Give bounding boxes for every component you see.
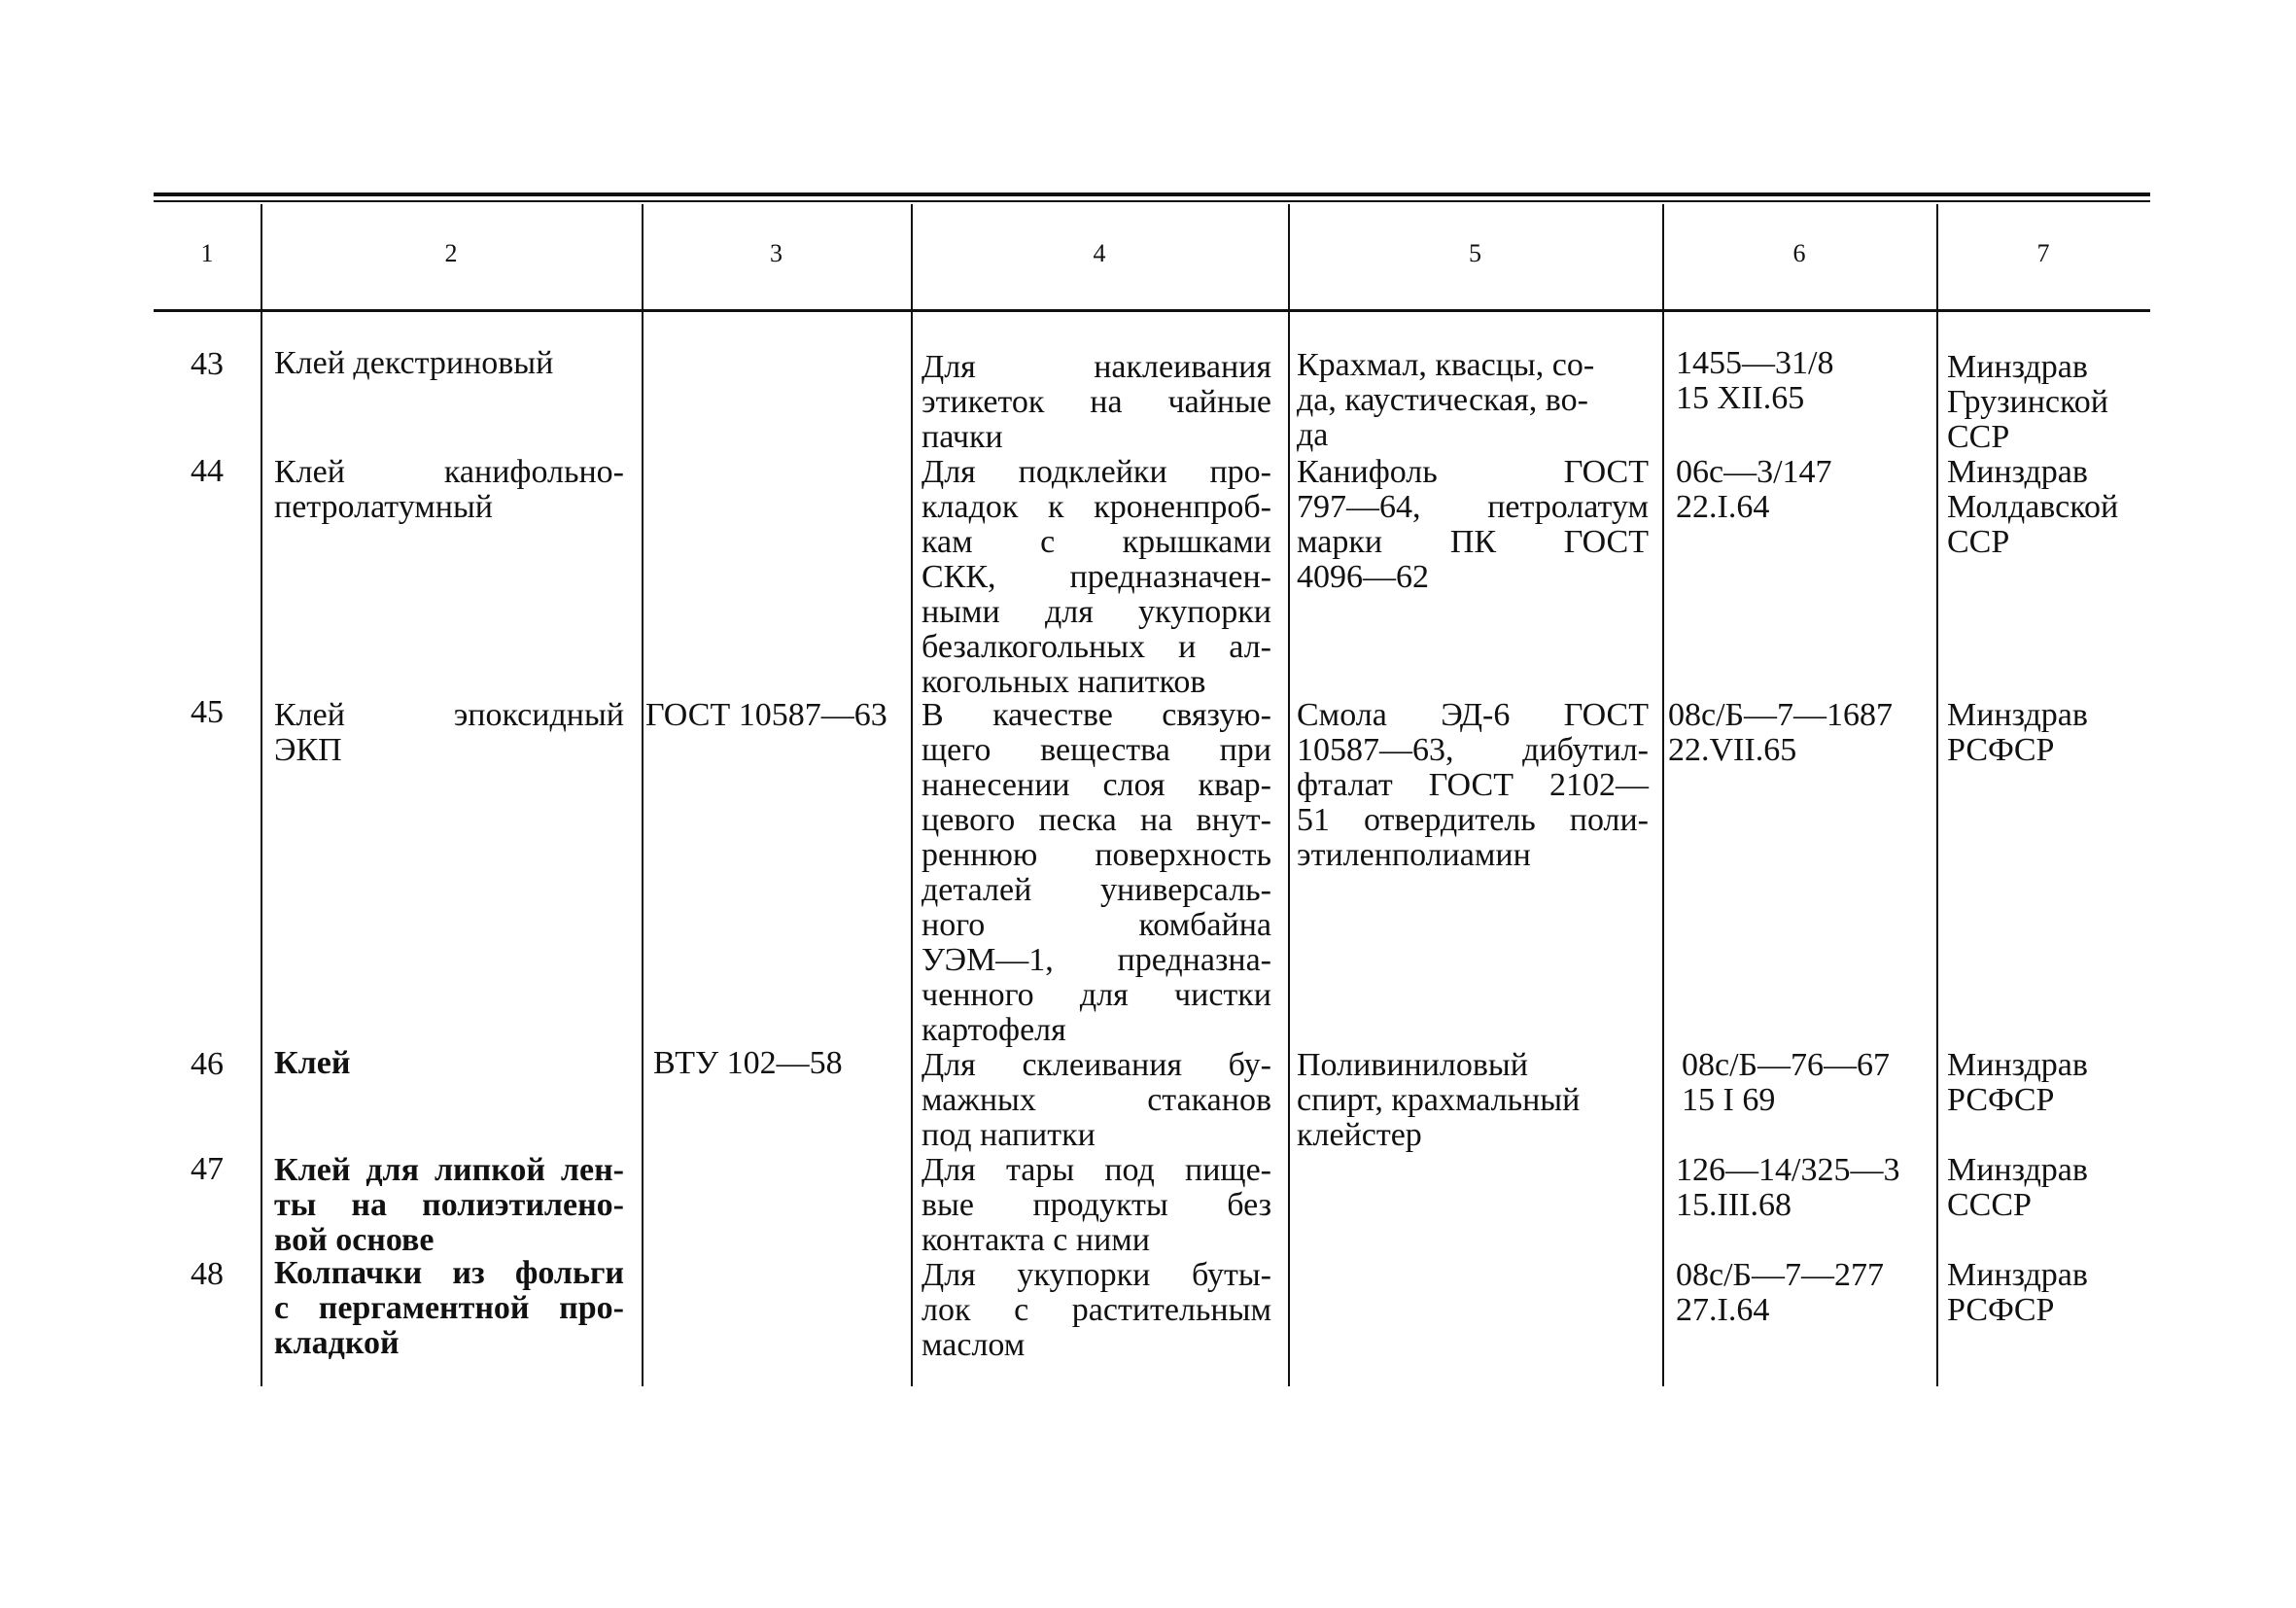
column-header-3: 3 (770, 239, 783, 267)
column-separator (642, 204, 644, 1386)
row-44-permit: 06с—3/147 22.I.64 (1676, 454, 1832, 525)
column-separator (1288, 204, 1290, 1386)
row-47-name: Клей для липкой лен- ты на полиэтилено- вой основе (274, 1152, 624, 1258)
column-separator (1936, 204, 1938, 1386)
column-separator (1662, 204, 1664, 1386)
row-48-authority: Минздрав РСФСР (1947, 1257, 2088, 1328)
row-48-name: Колпачки из фольги с пергаментной про- кладкой (274, 1255, 624, 1361)
row-44-composition: Канифоль ГОСТ 797—64, петролатум марки ПК ГОСТ 4096—62 (1297, 454, 1649, 595)
row-44-purpose: Для подклейки про- кладок к кроненпроб- кам с крышками СКК, предназначен- ными для укупорки безалкогольных и ал- когольных напитков (922, 454, 1271, 700)
row-48-purpose: Для укупорки буты- лок с растительным маслом (922, 1257, 1271, 1363)
row-47-permit: 126—14/325—3 15.III.68 (1676, 1152, 1900, 1223)
row-45-standard: ГОСТ 10587—63 (645, 697, 887, 733)
row-46-authority: Минздрав РСФСР (1947, 1047, 2088, 1118)
row-43-permit: 1455—31/8 15 XII.65 (1676, 345, 1834, 416)
row-45-authority: Минздрав РСФСР (1947, 697, 2088, 768)
column-header-7: 7 (2036, 239, 2050, 267)
row-43-composition: Крахмал, квасцы, со- да, каустическая, во- да (1297, 347, 1595, 453)
table-header-rule (154, 309, 2150, 312)
row-43-purpose: Для наклеивания этикеток на чайные пачки (922, 349, 1271, 455)
row-number-47: 47 (191, 1151, 224, 1187)
row-number-46: 46 (191, 1046, 224, 1082)
row-43-name: Клей декстриновый (274, 345, 554, 381)
column-header-4: 4 (1093, 239, 1106, 267)
row-45-permit: 08с/Б—7—1687 22.VII.65 (1668, 697, 1894, 768)
column-header-1: 1 (200, 239, 214, 267)
row-45-name: Клей эпоксидный ЭКП (274, 697, 624, 768)
row-number-43: 43 (191, 346, 224, 382)
row-number-45: 45 (191, 694, 224, 730)
row-46-standard: ВТУ 102—58 (653, 1045, 843, 1081)
table-top-rule (154, 192, 2150, 196)
row-43-authority: Минздрав Грузинской ССР (1947, 349, 2108, 455)
column-separator (911, 204, 913, 1386)
row-45-purpose: В качестве связую- щего вещества при нанесении слоя квар- цевого песка на внут- реннюю поверхность деталей универсаль- ного комбайна УЭМ—1, предназна- ченного для чистки картофеля (922, 697, 1271, 1048)
row-46-purpose: Для склеивания бу- мажных стаканов под напитки (922, 1047, 1271, 1153)
row-number-48: 48 (191, 1256, 224, 1292)
row-47-purpose: Для тары под пище- вые продукты без контакта с ними (922, 1152, 1271, 1258)
row-46-composition: Поливиниловый спирт, крахмальный клейстер (1297, 1047, 1581, 1153)
row-46-name: Клей (274, 1045, 351, 1081)
column-header-6: 6 (1792, 239, 1806, 267)
column-separator (261, 204, 262, 1386)
column-header-2: 2 (444, 239, 458, 267)
row-45-composition: Смола ЭД-6 ГОСТ 10587—63, дибутил- фталат ГОСТ 2102— 51 отвердитель поли- этиленполиамин (1297, 697, 1649, 873)
row-46-permit: 08с/Б—76—67 15 I 69 (1682, 1047, 1891, 1118)
table-top-rule-thin (154, 200, 2150, 202)
row-47-authority: Минздрав СССР (1947, 1152, 2088, 1223)
row-44-authority: Минздрав Молдавской ССР (1947, 454, 2119, 560)
row-48-permit: 08с/Б—7—277 27.I.64 (1676, 1257, 1885, 1328)
column-header-5: 5 (1469, 239, 1481, 267)
row-number-44: 44 (191, 453, 224, 489)
row-44-name: Клей канифольно- петролатумный (274, 454, 624, 525)
